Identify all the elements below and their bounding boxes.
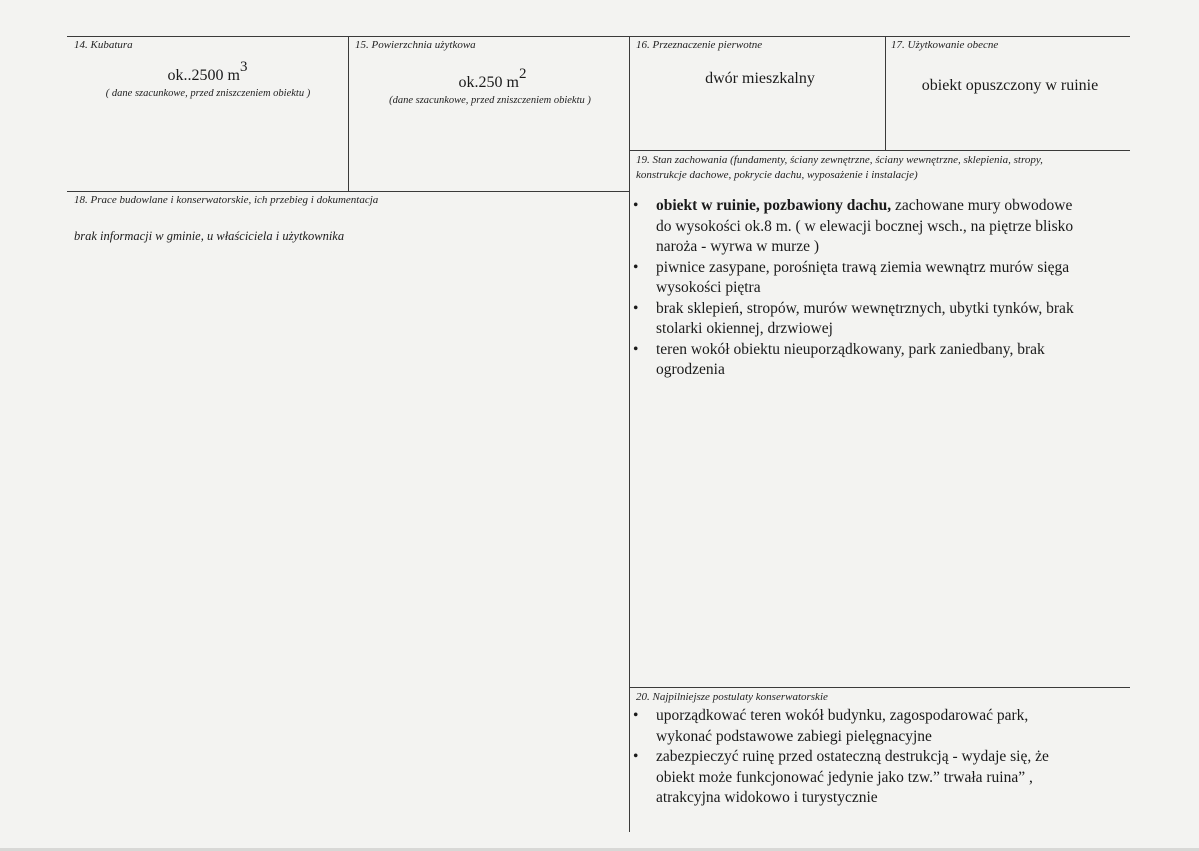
list-item-text: piwnice zasypane, porośnięta trawą ziemia wewnątrz murów sięga xyxy=(656,258,1070,276)
top-rule xyxy=(67,36,1130,37)
bullet-icon: • xyxy=(633,197,639,214)
field-18-caption: 18. Prace budowlane i konserwatorskie, ich przebieg i dokumentacja xyxy=(74,194,379,206)
list-item xyxy=(629,747,1129,809)
list-item xyxy=(629,340,1129,381)
field-19-list xyxy=(629,196,1129,381)
list-item-text: naroża - wyrwa w murze ) xyxy=(656,238,820,255)
list-item xyxy=(629,258,1129,299)
rule-above-20 xyxy=(629,687,1130,688)
field-20-caption: 20. Najpilniejsze postulaty konserwatorskie xyxy=(636,691,828,703)
bullet-icon: • xyxy=(633,707,639,724)
field-15-value-text: ok.250 m xyxy=(458,74,519,91)
field-15-value xyxy=(360,66,625,92)
list-item-text: wykonać podstawowe zabiegi pielęgnacyjne xyxy=(656,727,932,745)
bullet-icon: • xyxy=(633,299,639,317)
field-17-caption: 17. Użytkowanie obecne xyxy=(891,39,999,51)
field-15-caption: 15. Powierzchnia użytkowa xyxy=(355,39,476,51)
list-item-text: zabezpieczyć ruinę przed ostateczną destrukcją - wydaje się, że xyxy=(656,748,1049,765)
field-14-value-text: ok..2500 m xyxy=(167,67,240,84)
field-14-note: ( dane szacunkowe, przed zniszczeniem obiektu ) xyxy=(105,88,311,99)
list-item-text: zachowane mury obwodowe xyxy=(891,197,1073,214)
divider-16-17 xyxy=(885,36,886,150)
divider-14-15 xyxy=(348,36,349,191)
bullet-icon: • xyxy=(633,340,639,358)
list-item-text: uporządkować teren wokół budynku, zagospodarować park, xyxy=(656,707,1029,724)
list-item-text: teren wokół obiektu nieuporządkowany, park zaniedbany, brak xyxy=(656,340,1045,358)
list-item xyxy=(629,706,1129,747)
field-15-note: (dane szacunkowe, przed zniszczeniem obiektu ) xyxy=(389,95,591,106)
list-item xyxy=(629,196,1129,258)
bullet-icon: • xyxy=(633,258,639,276)
field-14-caption: 14. Kubatura xyxy=(74,39,133,51)
list-item-bold: obiekt w ruinie, pozbawiony dachu, xyxy=(656,197,892,214)
list-item-text: do wysokości ok.8 m. ( w elewacji bocznej wsch., na piętrze blisko xyxy=(656,217,1074,235)
list-item-text: wysokości piętra xyxy=(656,279,761,296)
list-item-text: ogrodzenia xyxy=(656,361,725,378)
list-item xyxy=(629,299,1129,340)
field-19-caption-line1: 19. Stan zachowania (fundamenty, ściany zewnętrzne, ściany wewnętrzne, sklepienia, stropy, xyxy=(636,154,1043,166)
field-19-caption-line2: konstrukcje dachowe, pokrycie dachu, wyposażenie i instalacje) xyxy=(636,169,918,181)
field-17-value: obiekt opuszczony w ruinie xyxy=(921,77,1099,94)
list-item-text: atrakcyjna widokowo i turystycznie xyxy=(656,789,878,806)
field-16-caption: 16. Przeznaczenie pierwotne xyxy=(636,39,763,51)
field-14-value-unit-exponent: 3 xyxy=(239,59,248,75)
field-15-value-unit-exponent: 2 xyxy=(518,66,527,82)
bullet-icon: • xyxy=(633,748,639,765)
list-item-text: brak sklepień, stropów, murów wewnętrznych, ubytki tynków, brak xyxy=(656,299,1074,317)
list-item-text: stolarki okiennej, drzwiowej xyxy=(656,320,833,337)
rule-above-18 xyxy=(67,191,629,192)
list-item-text: obiekt może funkcjonować jedynie jako tzw.” trwała ruina” , xyxy=(656,768,1033,786)
field-14-value xyxy=(80,59,335,85)
rule-above-19 xyxy=(629,150,1130,151)
field-20-list xyxy=(629,706,1129,809)
field-18-value: brak informacji w gminie, u właściciela i użytkownika xyxy=(74,229,345,243)
field-16-value: dwór mieszkalny xyxy=(705,70,815,87)
